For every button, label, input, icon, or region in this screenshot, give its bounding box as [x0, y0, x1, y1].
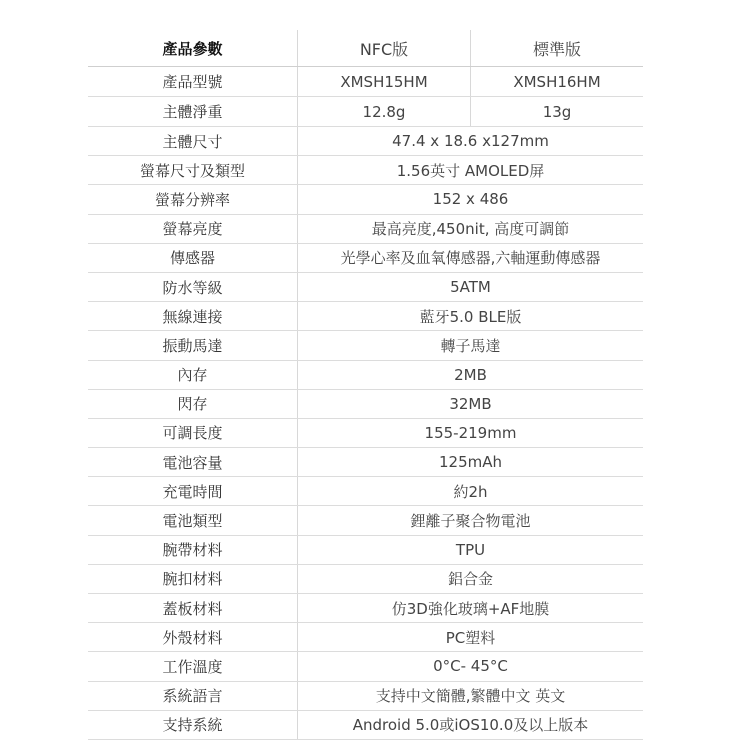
table-row	[88, 594, 643, 623]
table-row	[88, 97, 643, 127]
table-row	[88, 477, 643, 506]
row-label: 外殼材料	[162, 628, 223, 647]
table-row	[88, 536, 643, 565]
row-label: 腕帶材料	[162, 541, 223, 560]
table-row	[88, 156, 643, 185]
row-label: 主體淨重	[162, 103, 223, 121]
row-value: 5ATM	[297, 273, 643, 301]
table-row	[88, 361, 643, 390]
table-row	[88, 273, 643, 302]
table-row	[88, 244, 643, 273]
table-row	[88, 215, 643, 244]
row-label: 螢幕亮度	[162, 220, 223, 239]
row-value: 光學心率及血氧傳感器,六軸運動傳感器	[297, 244, 643, 272]
row-label: 可調長度	[162, 424, 223, 443]
table-row	[88, 565, 643, 594]
row-label: 螢幕分辨率	[154, 190, 230, 209]
row-value: 轉子馬達	[297, 331, 643, 359]
table-row	[88, 623, 643, 652]
row-label: 腕扣材料	[162, 570, 223, 589]
row-value-standard: XMSH16HM	[470, 67, 643, 96]
row-value: 最高亮度,450nit, 高度可調節	[297, 215, 643, 243]
table-row	[88, 302, 643, 331]
full-rows	[88, 127, 643, 740]
row-values	[297, 97, 643, 126]
row-value: 125mAh	[297, 448, 643, 476]
row-label: 閃存	[177, 395, 208, 414]
row-value: 2MB	[297, 361, 643, 389]
row-value-standard: 13g	[470, 97, 643, 126]
header-label: 產品參數	[162, 39, 223, 58]
row-value: 仿3D強化玻璃+AF地膜	[297, 594, 643, 622]
row-label: 螢幕尺寸及類型	[139, 161, 245, 180]
row-value: Android 5.0或iOS10.0及以上版本	[297, 711, 643, 739]
row-label: 支持系統	[162, 716, 223, 735]
row-value: 藍牙5.0 BLE版	[297, 302, 643, 330]
row-label: 產品型號	[162, 73, 223, 91]
table-row	[88, 185, 643, 214]
row-value: 47.4 x 18.6 x127mm	[297, 127, 643, 155]
row-value: 約2h	[297, 477, 643, 505]
row-value: 0°C- 45°C	[297, 652, 643, 680]
row-label: 無線連接	[162, 307, 223, 326]
row-label: 主體尺寸	[162, 132, 223, 151]
row-value: 1.56英寸 AMOLED屏	[297, 156, 643, 184]
row-value: PC塑料	[297, 623, 643, 651]
row-label: 工作溫度	[162, 657, 223, 676]
header-standard: 標準版	[470, 30, 643, 66]
row-values	[297, 67, 643, 96]
row-value: TPU	[297, 536, 643, 564]
header-nfc: NFC版	[297, 30, 470, 66]
table-row	[88, 448, 643, 477]
spec-table	[88, 30, 643, 740]
table-header-row	[88, 30, 643, 67]
table-row	[88, 127, 643, 156]
row-label: 防水等級	[162, 278, 223, 297]
table-row	[88, 419, 643, 448]
row-value: 32MB	[297, 390, 643, 418]
split-rows	[88, 67, 643, 127]
table-row	[88, 67, 643, 97]
table-row	[88, 331, 643, 360]
table-row	[88, 682, 643, 711]
row-label: 振動馬達	[162, 336, 223, 355]
table-row	[88, 506, 643, 535]
row-value-nfc: XMSH15HM	[297, 67, 470, 96]
row-value: 鋁合金	[297, 565, 643, 593]
table-row	[88, 711, 643, 740]
table-row	[88, 390, 643, 419]
row-label: 電池容量	[162, 453, 223, 472]
header-values	[297, 30, 643, 66]
row-label: 電池類型	[162, 512, 223, 531]
table-row	[88, 652, 643, 681]
row-value: 152 x 486	[297, 185, 643, 213]
row-label: 蓋板材料	[162, 599, 223, 618]
row-value: 支持中文簡體,繁體中文 英文	[297, 682, 643, 710]
row-value: 鋰離子聚合物電池	[297, 506, 643, 534]
row-value: 155-219mm	[297, 419, 643, 447]
row-label: 充電時間	[162, 482, 223, 501]
row-label: 內存	[177, 366, 208, 385]
row-label: 傳感器	[169, 249, 215, 268]
row-value-nfc: 12.8g	[297, 97, 470, 126]
row-label: 系統語言	[162, 687, 223, 706]
